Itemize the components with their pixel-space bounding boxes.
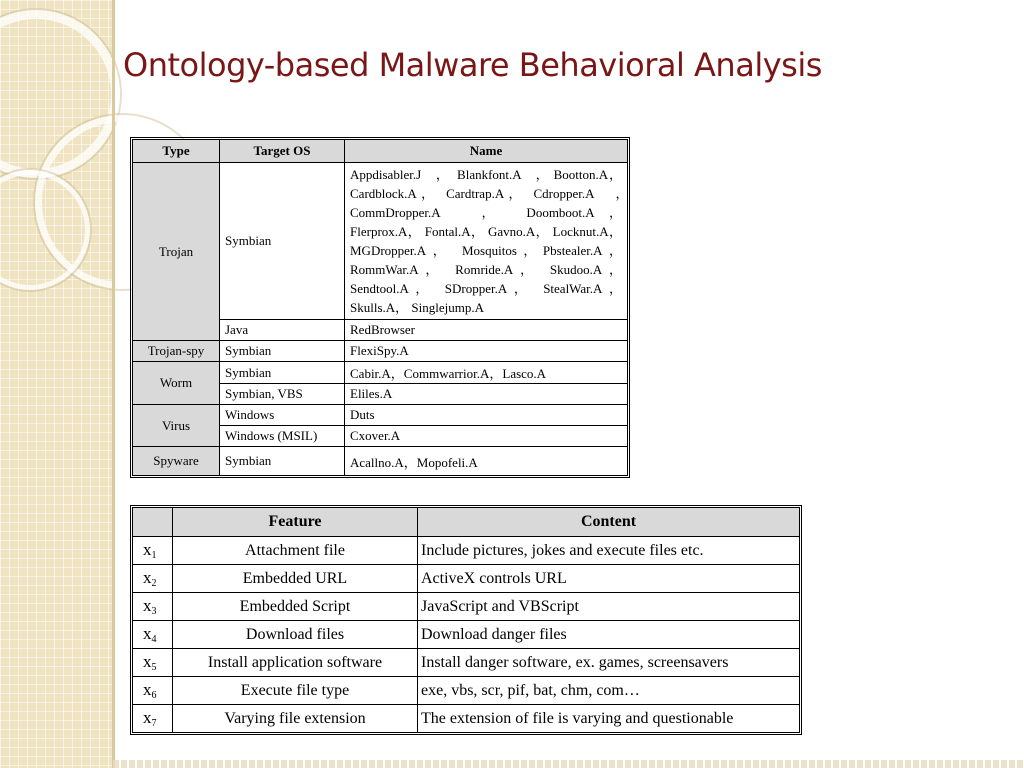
slide-title: Ontology-based Malware Behavioral Analysis [123, 46, 822, 84]
table-row [133, 362, 628, 384]
column-header-id [133, 508, 173, 537]
content-cell: Include pictures, jokes and execute files etc. [418, 537, 800, 565]
target-os-cell: Symbian [220, 341, 345, 362]
name-cell: Duts [345, 405, 628, 426]
feature-variable: x [143, 680, 152, 699]
table-row [133, 649, 800, 677]
feature-table [130, 505, 802, 735]
column-header-name: Name [345, 140, 628, 163]
feature-cell: Install application software [173, 649, 418, 677]
content-cell: The extension of file is varying and questionable [418, 705, 800, 733]
content-cell: Download danger files [418, 621, 800, 649]
target-os-cell: Windows [220, 405, 345, 426]
type-cell: Virus [133, 405, 220, 447]
table-header-row [133, 508, 800, 537]
decorative-side-band [0, 0, 113, 768]
column-header-type: Type [133, 140, 220, 163]
feature-subscript: 4 [151, 634, 157, 645]
feature-cell: Varying file extension [173, 705, 418, 733]
table-row [133, 537, 800, 565]
type-cell: Spyware [133, 447, 220, 476]
feature-cell: Attachment file [173, 537, 418, 565]
table-row [133, 621, 800, 649]
feature-subscript: 2 [151, 578, 157, 589]
table-row [133, 677, 800, 705]
target-os-cell: Symbian, VBS [220, 384, 345, 405]
table-row [133, 341, 628, 362]
name-cell: FlexiSpy.A [345, 341, 628, 362]
malware-table [130, 137, 636, 478]
target-os-cell: Windows (MSIL) [220, 426, 345, 447]
feature-cell: Embedded URL [173, 565, 418, 593]
name-cell: Cabir.A，Commwarrior.A，Lasco.A [345, 362, 628, 384]
feature-cell: Execute file type [173, 677, 418, 705]
column-header-feature: Feature [173, 508, 418, 537]
feature-variable: x [143, 568, 152, 587]
feature-subscript: 3 [151, 606, 157, 617]
target-os-cell: Symbian [220, 447, 345, 476]
feature-subscript: 6 [151, 690, 157, 701]
name-cell: Acallno.A，Mopofeli.A [345, 447, 628, 476]
feature-cell: Embedded Script [173, 593, 418, 621]
feature-id-cell [133, 621, 173, 649]
column-header-target-os: Target OS [220, 140, 345, 163]
feature-id-cell [133, 649, 173, 677]
name-cell: Cxover.A [345, 426, 628, 447]
column-header-content: Content [418, 508, 800, 537]
side-band-edge [112, 0, 115, 768]
table-row [133, 405, 628, 426]
target-os-cell: Java [220, 320, 345, 341]
content-cell: exe, vbs, scr, pif, bat, chm, com… [418, 677, 800, 705]
content-cell: ActiveX controls URL [418, 565, 800, 593]
name-cell: RedBrowser [345, 320, 628, 341]
feature-variable: x [143, 624, 152, 643]
feature-id-cell [133, 565, 173, 593]
type-cell: Trojan-spy [133, 341, 220, 362]
table-header-row [133, 140, 628, 163]
feature-id-cell [133, 537, 173, 565]
feature-variable: x [143, 708, 152, 727]
name-cell: Eliles.A [345, 384, 628, 405]
feature-subscript: 1 [151, 550, 157, 561]
target-os-cell: Symbian [220, 163, 345, 320]
table-row [133, 593, 800, 621]
table-row [133, 565, 800, 593]
target-os-cell: Symbian [220, 362, 345, 384]
type-cell: Trojan [133, 163, 220, 341]
feature-variable: x [143, 540, 152, 559]
feature-subscript: 7 [151, 718, 157, 729]
feature-variable: x [143, 596, 152, 615]
feature-subscript: 5 [151, 662, 157, 673]
feature-variable: x [143, 652, 152, 671]
feature-cell: Download files [173, 621, 418, 649]
content-cell: Install danger software, ex. games, screensavers [418, 649, 800, 677]
feature-id-cell [133, 677, 173, 705]
feature-id-cell [133, 705, 173, 733]
feature-id-cell [133, 593, 173, 621]
table-row [133, 705, 800, 733]
type-cell: Worm [133, 362, 220, 405]
content-cell: JavaScript and VBScript [418, 593, 800, 621]
decorative-bottom-border [113, 760, 1024, 768]
table-row [133, 163, 628, 320]
table-row [133, 447, 628, 476]
name-cell: Appdisabler.J ， Blankfont.A ， Bootton.A， Cardblock.A， Cardtrap.A， Cdropper.A ， CommDropper.A ， Doomboot.A， Flerprox.A， Fontal.A， Gavno.A， Locknut.A，MGDropper.A， Mosquitos，Pbstealer.A，RommWar.A， Romride.A， Skudoo.A， Sendtool.A， SDropper.A， StealWar.A， Skulls.A， Singlejump.A [345, 163, 628, 320]
